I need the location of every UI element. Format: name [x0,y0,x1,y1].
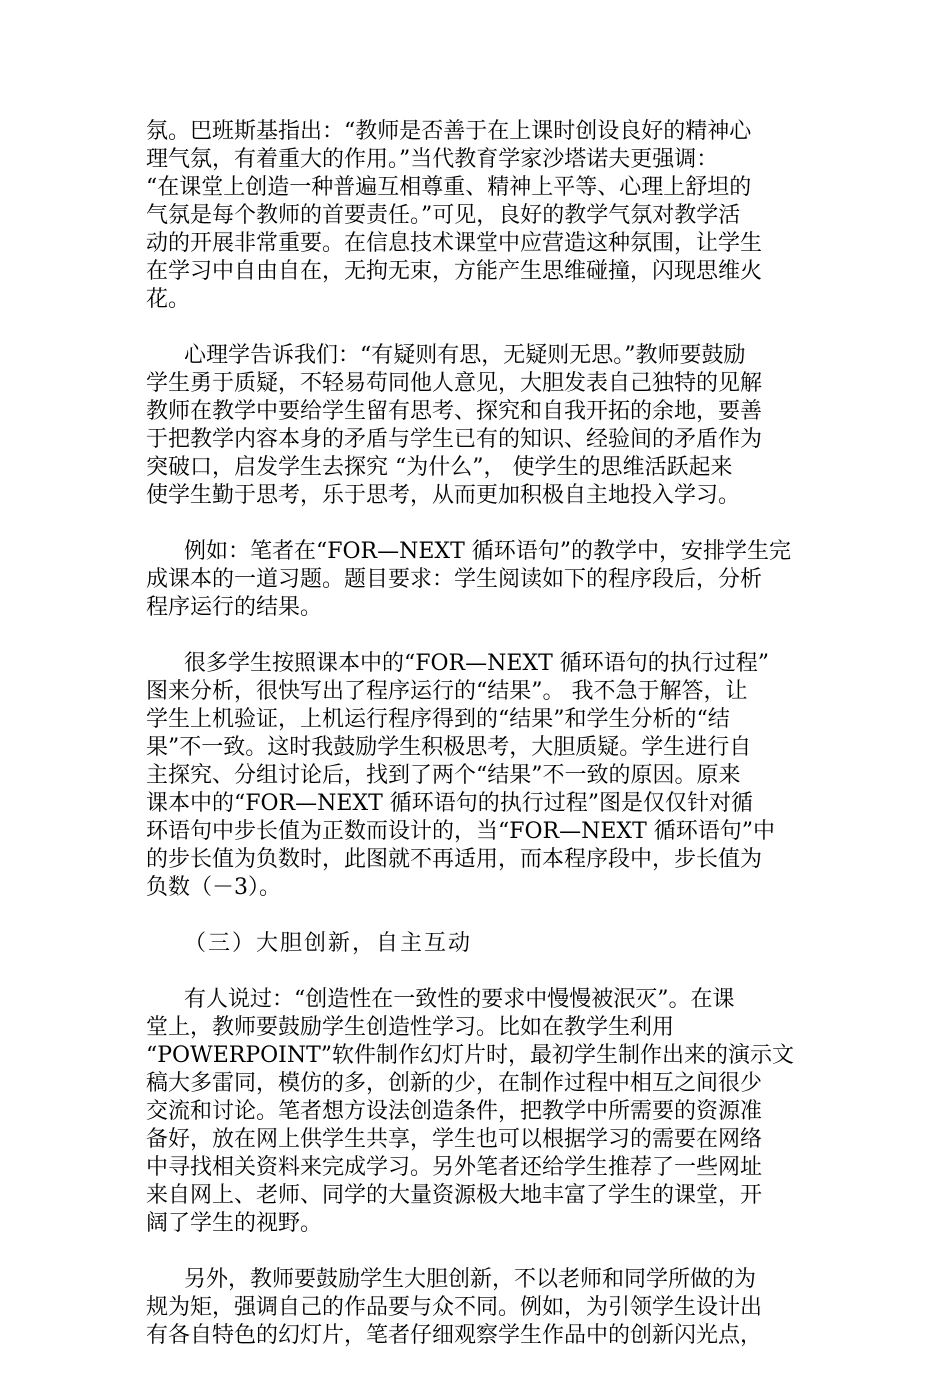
text-line: 负数（－3）。 [146,875,281,900]
text-line: 环语句中步长值为正数而设计的，当“FOR—NEXT 循环语句”中 [146,819,775,844]
section-heading: （三）大胆创新，自主互动 [184,931,473,956]
text-line: 突破口，启发学生去探究 “为什么”， 使学生的思维活跃起来 [146,455,733,480]
text-line: 使学生勤于思考，乐于思考，从而更加积极自主地投入学习。 [146,483,741,508]
text-line: 稿大多雷同，模仿的多，创新的少，在制作过程中相互之间很少 [146,1071,763,1096]
text-line: 例如：笔者在“FOR—NEXT 循环语句”的教学中，安排学生完 [184,539,791,564]
text-line: 有人说过：“创造性在一致性的要求中慢慢被泯灭”。在课 [184,987,735,1012]
text-line: 堂上，教师要鼓励学生创造性学习。比如在教学生利用 [146,1015,675,1040]
text-line: 心理学告诉我们：“有疑则有思，无疑则无思。”教师要鼓励 [184,343,746,368]
text-line: 气氛是每个教师的首要责任。”可见，良好的教学气氛对教学活 [146,203,741,228]
text-line: “在课堂上创造一种普遍互相尊重、精神上平等、心理上舒坦的 [146,175,752,200]
text-line: 阔了学生的视野。 [146,1211,323,1236]
paragraph-1 [146,118,814,314]
text-line: 氛。巴班斯基指出：“教师是否善于在上课时创设良好的精神心 [146,119,752,144]
text-line: 在学习中自由自在，无拘无束，方能产生思维碰撞，闪现思维火 [146,259,763,284]
paragraph-2 [146,342,814,510]
text-line: 课本中的“FOR—NEXT 循环语句的执行过程”图是仅仅针对循 [146,791,753,816]
text-line: 动的开展非常重要。在信息技术课堂中应营造这种氛围，让学生 [146,231,763,256]
text-line: “POWERPOINT”软件制作幻灯片时，最初学生制作出来的演示文 [146,1043,795,1068]
text-line: 主探究、分组讨论后，找到了两个“结果”不一致的原因。原来 [146,763,741,788]
text-line: 程序运行的结果。 [146,595,323,620]
text-line: 理气氛，有着重大的作用。”当代教育学家沙塔诺夫更强调： [146,147,719,172]
text-line: 学生上机验证，上机运行程序得到的“结果”和学生分析的“结 [146,707,730,732]
text-line: 于把教学内容本身的矛盾与学生已有的知识、经验间的矛盾作为 [146,427,763,452]
paragraph-6 [146,1266,814,1350]
text-line: 有各自特色的幻灯片，笔者仔细观察学生作品中的创新闪光点， [146,1323,763,1348]
text-line: 教师在教学中要给学生留有思考、探究和自我开拓的余地，要善 [146,399,763,424]
text-line: 的步长值为负数时，此图就不再适用，而本程序段中，步长值为 [146,847,763,872]
text-line: 备好，放在网上供学生共享，学生也可以根据学习的需要在网络 [146,1127,763,1152]
paragraph-5 [146,986,814,1238]
text-line: 交流和讨论。笔者想方设法创造条件，把教学中所需要的资源准 [146,1099,763,1124]
text-line: 中寻找相关资料来完成学习。另外笔者还给学生推荐了一些网址 [146,1155,763,1180]
text-line: 另外，教师要鼓励学生大胆创新，不以老师和同学所做的为 [184,1267,757,1292]
text-line: 来自网上、老师、同学的大量资源极大地丰富了学生的课堂，开 [146,1183,763,1208]
paragraph-3 [146,538,814,622]
paragraph-4 [146,650,814,902]
text-line: 图来分析，很快写出了程序运行的“结果”。 我不急于解答，让 [146,679,748,704]
text-line: 果”不一致。这时我鼓励学生积极思考，大胆质疑。学生进行自 [146,735,752,760]
document-page [146,118,814,1378]
text-line: 很多学生按照课本中的“FOR—NEXT 循环语句的执行过程” [184,651,769,676]
text-line: 花。 [146,287,191,312]
text-line: 规为矩，强调自己的作品要与众不同。例如，为引领学生设计出 [146,1295,763,1320]
text-line: 学生勇于质疑，不轻易苟同他人意见，大胆发表自己独特的见解 [146,371,763,396]
text-line: 成课本的一道习题。题目要求：学生阅读如下的程序段后，分析 [146,567,763,592]
